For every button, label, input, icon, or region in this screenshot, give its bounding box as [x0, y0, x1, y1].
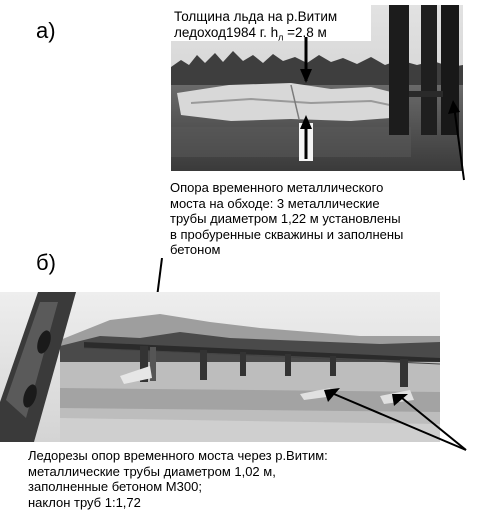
overlay-line-1: Толщина льда на р.Витим — [174, 9, 338, 24]
pointer-arrow-a — [420, 100, 470, 182]
caption-b-line-3: заполненные бетоном М300; — [28, 479, 202, 494]
panel-a-label: а) — [36, 18, 56, 43]
caption-a-line-3: трубы диаметром 1,22 м установлены — [170, 211, 401, 226]
caption-a — [170, 180, 470, 258]
overlay-line-2-sub: л — [278, 32, 284, 43]
ice-thickness-overlay — [174, 9, 337, 46]
caption-b-line-4: наклон труб 1:1,72 — [28, 494, 141, 510]
caption-a-line-1: Опора временного металлического — [170, 180, 384, 195]
overlay-line-2-prefix: ледоход1984 г. h — [174, 25, 279, 40]
caption-a-line-4: в пробуренные скважины и заполнены — [170, 226, 404, 242]
panel-b-label: б) — [36, 250, 56, 275]
overlay-line-2-suffix: =2.8 м — [283, 25, 327, 40]
caption-a-line-5: бетоном — [170, 242, 221, 257]
overlay-line-2 — [174, 25, 337, 46]
caption-b-line-2: металлические трубы диаметром 1,02 м, — [28, 463, 276, 479]
caption-a-line-2: моста на обходе: 3 металлические — [170, 195, 380, 211]
caption-b — [28, 448, 468, 510]
caption-b-line-1: Ледорезы опор временного моста через р.Витим: — [28, 448, 328, 463]
